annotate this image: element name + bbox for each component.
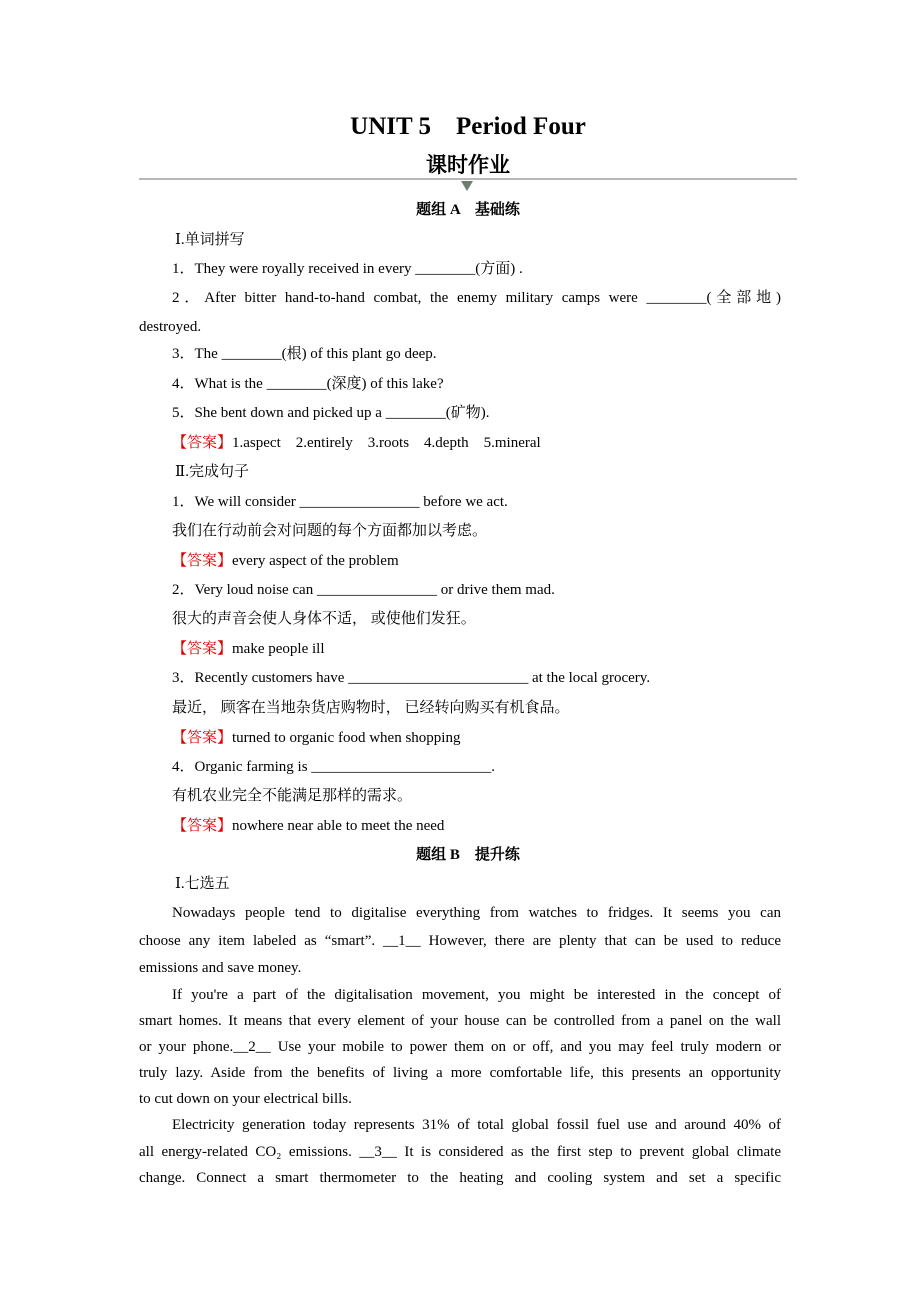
question: 2．After bitter hand-to-hand combat, the enemy military camps were ________(全部地) bbox=[172, 290, 781, 306]
question: 3．The ________(根) of this plant go deep. bbox=[172, 346, 437, 362]
question: 2．Very loud noise can ________________ or drive them mad. bbox=[172, 582, 555, 598]
paragraph-line: truly lazy. Aside from the benefits of living a more comfortable life, this presents an opportunity bbox=[139, 1065, 781, 1081]
paragraph-line: or your phone.__2__ Use your mobile to power them on or off, and you may feel truly modern or bbox=[139, 1039, 781, 1055]
paragraph-line: all energy-related CO₂ emissions. __3__ It is considered as the first step to prevent global climate bbox=[139, 1144, 781, 1160]
triangle-marker-icon bbox=[461, 181, 473, 191]
translation: 最近， 顾客在当地杂货店购物时， 已经转向购买有机食品。 bbox=[172, 700, 570, 716]
answer-label: 【答案】 bbox=[172, 641, 233, 657]
question: 1．They were royally received in every ________(方面) . bbox=[172, 261, 523, 277]
question: 4．What is the ________(深度) of this lake? bbox=[172, 376, 444, 392]
question: 4．Organic farming is ________________________. bbox=[172, 759, 496, 775]
paragraph-line: to cut down on your electrical bills. bbox=[139, 1091, 352, 1107]
answer-label: 【答案】 bbox=[172, 818, 233, 834]
question-cont: destroyed. bbox=[139, 319, 202, 335]
header-divider bbox=[139, 178, 797, 180]
answer-text: make people ill bbox=[232, 641, 325, 657]
group-b-title: 题组 B 提升练 bbox=[416, 847, 520, 863]
paragraph-line: Electricity generation today represents 31% of total global fossil fuel use and around 40% of bbox=[172, 1117, 781, 1133]
question: 1．We will consider ________________ before we act. bbox=[172, 494, 508, 510]
group-a-title: 题组 A 基础练 bbox=[416, 202, 520, 218]
question: 3．Recently customers have ________________________ at the local grocery. bbox=[172, 670, 651, 686]
answer bbox=[172, 728, 460, 748]
section-heading: Ⅱ.完成句子 bbox=[175, 464, 249, 480]
answer-label: 【答案】 bbox=[172, 553, 233, 569]
paragraph-line: If you're a part of the digitalisation movement, you might be interested in the concept of bbox=[172, 987, 781, 1003]
answer-label: 【答案】 bbox=[172, 730, 233, 746]
translation: 有机农业完全不能满足那样的需求。 bbox=[172, 788, 413, 804]
answer-text: turned to organic food when shopping bbox=[232, 730, 461, 746]
answer bbox=[172, 816, 444, 836]
answer-text: nowhere near able to meet the need bbox=[232, 818, 445, 834]
answer-label: 【答案】 bbox=[172, 435, 233, 451]
answer-text: 1.aspect 2.entirely 3.roots 4.depth 5.mineral bbox=[232, 435, 541, 451]
translation: 很大的声音会使人身体不适， 或使他们发狂。 bbox=[172, 611, 476, 627]
paragraph-line: Nowadays people tend to digitalise everything from watches to fridges. It seems you can bbox=[172, 905, 781, 921]
page-subtitle: 课时作业 bbox=[426, 153, 510, 177]
answer bbox=[172, 551, 399, 571]
paragraph-line: emissions and save money. bbox=[139, 960, 302, 976]
paragraph-line: smart homes. It means that every element of your house can be controlled from a panel on the wall bbox=[139, 1013, 781, 1029]
paragraph-line: choose any item labeled as “smart”. __1__ However, there are plenty that can be used to reduce bbox=[139, 933, 781, 949]
answer bbox=[172, 639, 324, 659]
paragraph-line: change. Connect a smart thermometer to the heating and cooling system and set a specific bbox=[139, 1170, 781, 1186]
section-heading: Ⅰ.七选五 bbox=[175, 876, 230, 892]
section-heading: Ⅰ.单词拼写 bbox=[175, 232, 245, 248]
answer bbox=[172, 433, 541, 453]
translation: 我们在行动前会对问题的每个方面都加以考虑。 bbox=[172, 523, 488, 539]
page-title: UNIT 5 Period Four bbox=[350, 113, 586, 140]
answer-text: every aspect of the problem bbox=[232, 553, 399, 569]
question: 5．She bent down and picked up a ________(矿物). bbox=[172, 405, 490, 421]
